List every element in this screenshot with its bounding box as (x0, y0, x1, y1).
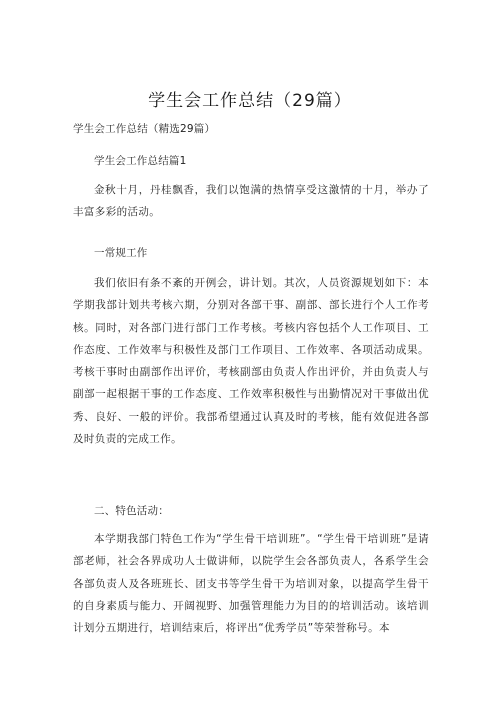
document-subtitle: 学生会工作总结（精选29篇） (73, 123, 216, 135)
page-title: 学生会工作总结（29篇） (148, 91, 352, 111)
intro-paragraph: 金秋十月，丹桂飘香，我们以饱满的热情享受这激情的十月，举办了丰富多彩的活动。 (73, 184, 429, 219)
special-activities-paragraph: 本学期我部门特色工作为“学生骨干培训班”。“学生骨干培训班”是请部老师，社会各界成功人士做讲师，以院学生会各部负责人，各系学生会各部负责人及各班班长、团支书等学生骨干为培训对象，以提高学生骨干的自身素质与能力、开阔视野、加强管理能力为目的的培训活动。该培训计划分五期进行，培训结束后，将评出“优秀学员”等荣誉称号。本 (73, 533, 429, 635)
section-heading: 学生会工作总结篇1 (94, 155, 187, 167)
heading-routine-work: 一常规工作 (94, 247, 148, 259)
routine-work-paragraph: 我们依旧有条不紊的开例会，讲计划。其次，人员资源规划如下：本学期我部计划共考核六期，分别对各部干事、副部、部长进行个人工作考核。同时，对各部门进行部门工作考核。考核内容包括个人工作项目、工作态度、工作效率与积极性及部门工作项目、工作效率、各项活动成果。考核干事时由副部作出评价，考核副部由负责人作出评价，并由负责人与副部一起根据干事的工作态度、工作效率积极性与出勤情况对干事做出优秀、良好、一般的评价。我部希望通过认真及时的考核，能有效促进各部及时负责的完成工作。 (73, 277, 429, 446)
heading-special-activities: 二、特色活动： (94, 505, 169, 517)
